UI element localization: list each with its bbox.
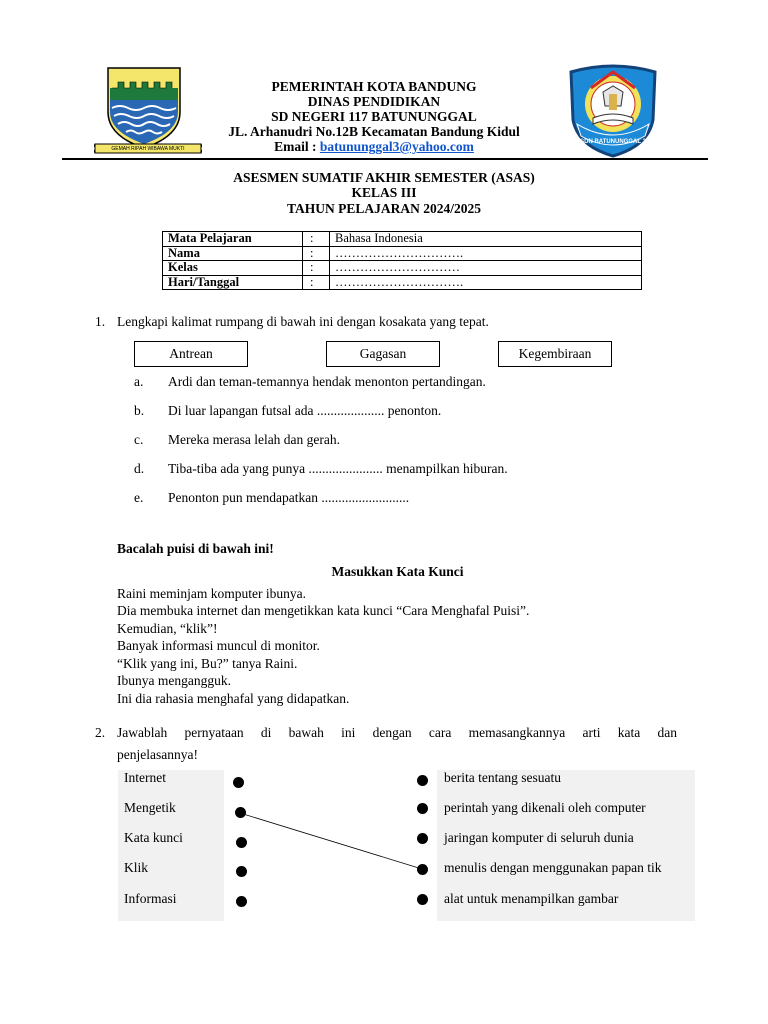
q1-item-text: Penonton pun mendapatkan .......................... bbox=[168, 490, 410, 505]
term-item: Mengetik bbox=[124, 800, 176, 815]
definition-item: menulis dengan menggunakan papan tik bbox=[444, 860, 662, 875]
definition-item: alat untuk menampilkan gambar bbox=[444, 891, 619, 906]
poem-line: Banyak informasi muncul di monitor. bbox=[117, 638, 320, 653]
word-option-gagasan: Gagasan bbox=[326, 341, 440, 367]
exam-year: TAHUN PELAJARAN 2024/2025 bbox=[286, 201, 481, 216]
q1-item-text: Tiba-tiba ada yang punya ...................... menampilkan hiburan. bbox=[168, 461, 508, 476]
info-label: Mata Pelajaran bbox=[163, 232, 303, 247]
q2-word: dan bbox=[657, 725, 677, 740]
term-dot[interactable] bbox=[236, 837, 247, 848]
term-item: Informasi bbox=[124, 891, 177, 906]
q2-word: cara bbox=[428, 725, 452, 740]
term-item: Kata kunci bbox=[124, 830, 183, 845]
q2-word: di bbox=[260, 725, 272, 740]
definition-dot[interactable] bbox=[417, 833, 428, 844]
q2-word: Jawablah bbox=[117, 725, 168, 740]
info-separator: : bbox=[303, 246, 330, 261]
info-label: Hari/Tanggal bbox=[163, 275, 303, 290]
info-value[interactable]: ………………………… bbox=[330, 261, 642, 276]
q1-item-text: Ardi dan teman-temannya hendak menonton pertandingan. bbox=[168, 374, 486, 389]
header-department: DINAS PENDIDIKAN bbox=[307, 94, 441, 109]
q2-word: dengan bbox=[372, 725, 412, 740]
exam-title: ASESMEN SUMATIF AKHIR SEMESTER (ASAS) bbox=[233, 170, 535, 185]
q2-number: 2. bbox=[95, 725, 106, 740]
info-value: Bahasa Indonesia bbox=[330, 232, 642, 247]
poem-line: “Klik yang ini, Bu?” tanya Raini. bbox=[117, 656, 298, 671]
q1-text: Lengkapi kalimat rumpang di bawah ini dengan kosakata yang tepat. bbox=[117, 314, 489, 329]
q1-item-text: Mereka merasa lelah dan gerah. bbox=[168, 432, 341, 447]
term-dot[interactable] bbox=[236, 896, 247, 907]
poem-title: Masukkan Kata Kunci bbox=[331, 564, 464, 579]
email-label: Email : bbox=[274, 139, 320, 154]
q1-number: 1. bbox=[95, 314, 106, 329]
definition-item: jaringan komputer di seluruh dunia bbox=[444, 830, 634, 845]
q2-word: pernyataan bbox=[184, 725, 244, 740]
info-label: Nama bbox=[163, 246, 303, 261]
q1-item-letter: b. bbox=[134, 403, 145, 418]
word-option-antrean: Antrean bbox=[134, 341, 248, 367]
poem-line: Kemudian, “klik”! bbox=[117, 621, 218, 636]
q1-item-letter: a. bbox=[134, 374, 144, 389]
header-government: PEMERINTAH KOTA BANDUNG bbox=[271, 79, 477, 94]
poem-line: Raini meminjam komputer ibunya. bbox=[117, 586, 306, 601]
poem-instruction: Bacalah puisi di bawah ini! bbox=[117, 541, 274, 556]
info-separator: : bbox=[303, 232, 330, 247]
q2-word: kata bbox=[617, 725, 641, 740]
q1-item-text: Di luar lapangan futsal ada .................... penonton. bbox=[168, 403, 442, 418]
term-dot[interactable] bbox=[236, 866, 247, 877]
q2-word: memasangkannya bbox=[468, 725, 566, 740]
q1-item-letter: e. bbox=[134, 490, 144, 505]
info-separator: : bbox=[303, 261, 330, 276]
header-school-name: SD NEGERI 117 BATUNUNGGAL bbox=[271, 109, 477, 124]
term-item: Klik bbox=[124, 860, 149, 875]
q2-word: bawah bbox=[288, 725, 324, 740]
definition-item: berita tentang sesuatu bbox=[444, 770, 561, 785]
word-option-kegembiraan: Kegembiraan bbox=[498, 341, 612, 367]
poem-line: Ibunya mengangguk. bbox=[117, 673, 231, 688]
definition-dot[interactable] bbox=[417, 864, 428, 875]
q2-text-line2: penjelasannya! bbox=[117, 747, 198, 762]
school-logo-text: SDN BATUNUNGGAL 3 bbox=[580, 139, 646, 145]
q2-word: arti bbox=[582, 725, 601, 740]
term-dot[interactable] bbox=[235, 807, 246, 818]
emblem-motto: GEMAH RIPAH WIBAWA MUKTI bbox=[111, 146, 185, 152]
definition-item: perintah yang dikenali oleh computer bbox=[444, 800, 646, 815]
definition-dot[interactable] bbox=[417, 803, 428, 814]
term-item: Internet bbox=[124, 770, 166, 785]
q1-item-letter: c. bbox=[134, 432, 144, 447]
poem-line: Dia membuka internet dan mengetikkan kata kunci “Cara Menghafal Puisi”. bbox=[117, 603, 530, 618]
email-link[interactable]: batununggal3@yahoo.com bbox=[319, 139, 474, 154]
poem-line: Ini dia rahasia menghafal yang didapatkan. bbox=[117, 691, 350, 706]
header-address: JL. Arhanudri No.12B Kecamatan Bandung Kidul bbox=[228, 124, 520, 139]
q2-word: ini bbox=[341, 725, 356, 740]
definition-dot[interactable] bbox=[417, 775, 428, 786]
definition-dot[interactable] bbox=[417, 894, 428, 905]
q1-item-letter: d. bbox=[134, 461, 145, 476]
exam-class: KELAS III bbox=[351, 185, 417, 200]
term-dot[interactable] bbox=[233, 777, 244, 788]
info-value[interactable]: …………………………. bbox=[330, 246, 642, 261]
info-value[interactable]: …………………………. bbox=[330, 275, 642, 290]
info-separator: : bbox=[303, 275, 330, 290]
info-label: Kelas bbox=[163, 261, 303, 276]
